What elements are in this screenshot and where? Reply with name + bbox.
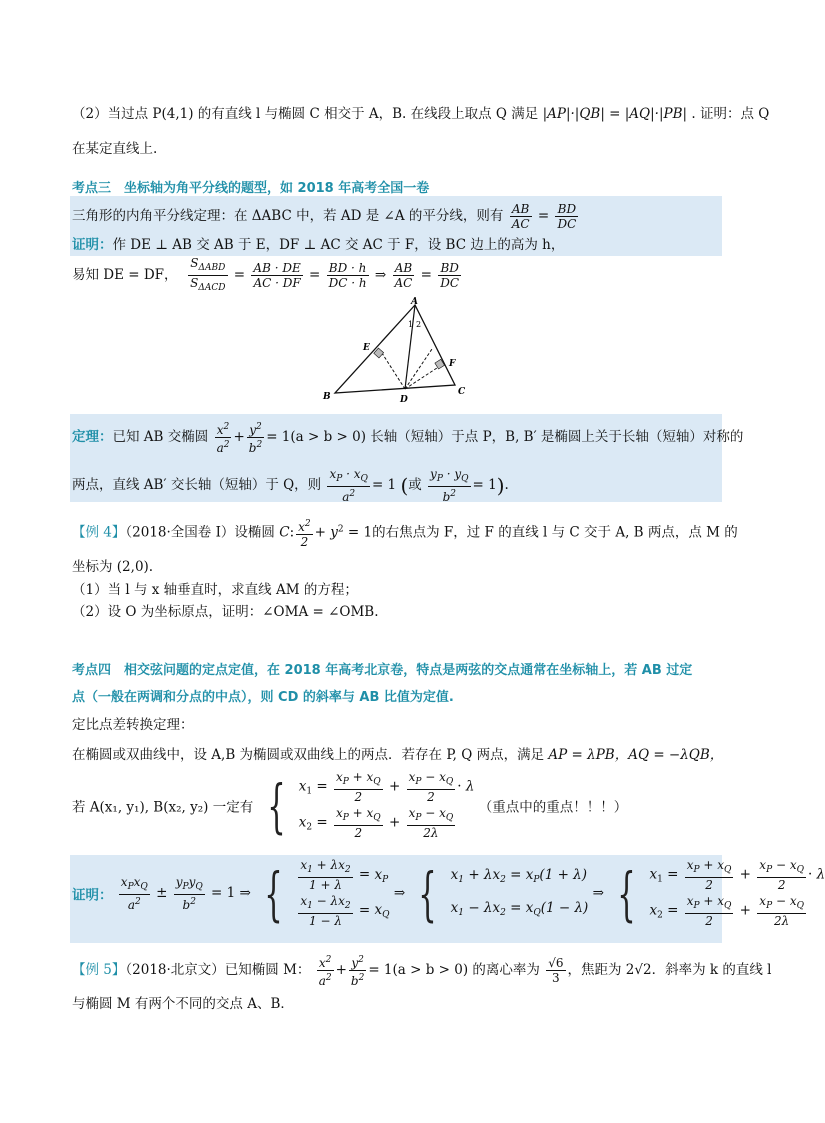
perp-de [380,350,405,389]
theorem-eq1: = 1 [371,477,397,493]
triangle-abc [335,305,455,393]
perp-df [405,364,443,389]
label-e: E [363,343,370,353]
ab-ac-ratio2: $\frac{AB}{AC}$ [394,261,413,290]
label-a: A [411,297,418,307]
kd3-proof [72,233,564,253]
bd-dc-ratio2: $\frac{BD}{DC}$ [440,261,460,290]
three: 3 [552,971,560,985]
kd3-theorem: 三角形的内角平分线定理：在 ΔABC 中，若 AD 是 ∠A 的平分线，则有 $\frac{AB}{AC}$ = $\frac{BD}{DC}$ [72,202,577,231]
xpxq-a2: $\frac{x_P \cdot x_Q}{a^2}$ [329,467,368,504]
proof-sys3: $x_1$ = $\frac{x_P + x_Q}{2}$ + $\frac{x_P - x_Q}{2}$ · λ $x_2$ = $\frac{x_P + x_Q}{2}$ + $\frac{x_P - x_Q}{2\lambda}$ [649,858,825,928]
q2-text: （2）当过点 P(4,1) 的有直线 l 与椭圆 C 相交于 A，B. 在线段上取点 Q 满足 [72,106,539,122]
proof2-line: 证明： $\frac{x_Px_Q}{a^2}$ ± $\frac{y_Py_Q}{b^2}$ = 1 ⇒ { $\frac{x_1 + \lambda x_2}{1 + \lambda}$ = $x_P$ $\frac{x_1 - \lambda x_2}{1 - \lambda}$ = $x_Q$ ⇒ { $x_1 + \lambda x_2 = x_P(1 + \lambda)$ $x_1 - \lambda x_2 = x_Q(1 - \lambda)$ ⇒ { $x_1$ = $\frac{x_P + x_Q}{2}$ + $\frac{x_P - x_Q}{2}$ · λ $x_2$ = $\frac{x_P + x_Q}{2}$ + $\frac{x_P - x_Q}{2\lambda}$ [72,858,825,928]
kd4-sub: 定比点差转换定理： [72,717,194,733]
ex5-src: （2018·北京文）已知椭圆 M： [125,962,311,978]
ex4-src: （2018·全国卷 I）设椭圆 [125,524,275,541]
ex5-text3: 与椭圆 M 有两个不同的交点 A、B． [72,996,294,1012]
label-b: B [323,392,331,402]
ex4-p1: （1）当 l 与 x 轴垂直时，求直线 AM 的方程； [72,582,358,598]
kd3-title: 考点三 坐标轴为角平分线的题型，如 2018 年高考全国一卷 [72,181,430,196]
q2-line1 [72,102,769,122]
triangle-figure [310,295,480,407]
ex5-tag: 【例 5】 [72,962,126,978]
proof-sys2: $x_1 + \lambda x_2 = x_P(1 + \lambda)$ $x_1 - \lambda x_2 = x_Q(1 - \lambda)$ [450,866,589,918]
sqrt6: √6 [548,956,564,970]
proof-label: 证明： [72,237,113,253]
sqrt6-3 [546,956,565,985]
ex4-line1: 【例 4】（2018·全国卷 I）设椭圆 C: $\frac{x^2}{2}$ + $y^2 = 1$的右焦点为 F，过 F 的直线 l 与 C 交于 A, B 两点，点 M 的 [72,519,738,549]
theorem-line2: 两点，直线 AB′ 交长轴（短轴）于 Q，则 $\frac{x_P \cdot x_Q}{a^2}$ = 1 (或 $\frac{y_P \cdot y_Q}{b^2}$ = 1). [72,467,509,504]
q2-line2: 在某定直线上. [72,141,158,157]
proof2-label: 证明： [72,887,113,904]
proof-text: 作 DE ⊥ AB 交 AB 于 E，DF ⊥ AC 交 AC 于 F，设 BC 边上的高为 h， [112,237,565,253]
theorem-label: 定理： [72,429,113,445]
angle-1: 1 [408,320,414,329]
theorem-text1: 已知 AB 交椭圆 [112,429,209,445]
q2-abs-eq: |AP|·|QB| = |AQ|·|PB| [542,106,688,122]
theorem-line1: 定理：已知 AB 交椭圆 $\frac{x^2}{a^2}$ + $\frac{y^2}{b^2}$ = 1(a > b > 0) 长轴（短轴）于点 P，B, B′ 是椭圆上关于长轴（短轴）对称的 [72,422,744,455]
kd4-system: $x_1$ = $\frac{x_P + x_Q}{2}$ + $\frac{x_P - x_Q}{2}$ · λ $x_2$ = $\frac{x_P + x_Q}{2}$ + $\frac{x_P - x_Q}{2\lambda}$ [298,770,475,840]
ypyq-b2: $\frac{y_P \cdot y_Q}{b^2}$ [430,467,469,504]
ab-ac-frac: $\frac{AB}{AC}$ [511,202,530,231]
q2-tail: . 证明：点 Q [691,106,770,122]
s-ratio: $\frac{S_{\Delta ABD}}{S_{\Delta ACD}}$ [190,256,226,293]
ex5-text2: ，焦距为 2√2．斜率为 k 的直线 l [567,962,772,978]
bd-dc-frac: $\frac{BD}{DC}$ [557,202,577,231]
proof-sys1: $\frac{x_1 + \lambda x_2}{1 + \lambda}$ = $x_P$ $\frac{x_1 - \lambda x_2}{1 - \lambda}$ = $x_Q$ [300,858,390,928]
angle-2: 2 [416,320,422,329]
kd4-text1-line [72,743,723,763]
easy-text: 易知 DE = DF， [72,267,178,283]
label-d: D [400,395,408,405]
theorem-or: 或 [408,477,422,493]
kd4-text1: 在椭圆或双曲线中，设 A,B 为椭圆或双曲线上的两点．若存在 P, Q 两点，满足 [72,747,545,763]
ex4-text2: 坐标为 (2,0). [72,559,154,575]
ex4-tag: 【例 4】 [72,524,126,541]
theorem-eq2: = 1 [472,477,497,493]
kd4-title1: 考点四 相交弦问题的定点定值，在 2018 年高考北京卷，特点是两弦的交点通常在坐标轴上，若 AB 过定 [72,663,693,678]
ex5-line1: 【例 5】（2018·北京文）已知椭圆 M： $\frac{x^2}{a^2}$ + $\frac{y^2}{b^2}$ = 1(a > b > 0) 的离心率为 $\frac{√6}{3}$ ，焦距为 2√2．斜率为 k 的直线 l [72,955,772,988]
kd3-easy: 易知 DE = DF， $\frac{S_{\Delta ABD}}{S_{\Delta ACD}}$ = $\frac{AB \cdot DE}{AC \cdot DF}$ = $\frac{BD \cdot h}{DC \cdot h}$ ⇒ $\frac{AB}{AC}$ = $\frac{BD}{DC}$ [72,256,460,293]
x2a2: $\frac{x^2}{a^2}$ [216,422,230,455]
ab-de-ratio: $\frac{AB \cdot DE}{AC \cdot DF}$ [253,261,301,290]
label-c: C [458,387,466,397]
kd4-text2: 若 A(x₁, y₁), B(x₂, y₂) 一定有 [72,799,254,816]
ex4-text1: 的右焦点为 F，过 F 的直线 l 与 C 交于 A, B 两点，点 M 的 [372,524,738,541]
kd4-title2: 点（一般在两调和分点的中点），则 CD 的斜率与 AB 比值为定值. [72,690,454,705]
ex4-x2-2: $\frac{x^2}{2}$ [298,519,311,549]
theorem-cond: = 1(a > b > 0) 长轴（短轴）于点 P，B, B′ 是椭圆上关于长轴（短轴）对称的 [266,429,744,445]
y2b2: $\frac{y^2}{b^2}$ [248,422,263,455]
label-f: F [449,359,456,369]
kd4-vec: AP = λPB，AQ = −λQB， [548,747,724,763]
ex4-p2: （2）设 O 为坐标原点，证明：∠OMA = ∠OMB. [72,604,379,620]
theorem-text2: 两点，直线 AB′ 交长轴（短轴）于 Q，则 [72,477,322,493]
ex5-text1: = 1(a > b > 0) 的离心率为 [368,962,540,978]
kd4-note: （重点中的重点！！！） [478,799,628,816]
kd3-theorem-text: 三角形的内角平分线定理：在 ΔABC 中，若 AD 是 ∠A 的平分线，则有 [72,208,504,224]
bd-h-ratio: $\frac{BD \cdot h}{DC \cdot h}$ [328,261,367,290]
kd4-system-line: 若 A(x₁, y₁), B(x₂, y₂) 一定有 { $x_1$ = $\frac{x_P + x_Q}{2}$ + $\frac{x_P - x_Q}{2}$ · λ $x_2$ = $\frac{x_P + x_Q}{2}$ + $\frac{x_P - x_Q}{2\lambda}$ （重点中的重点！！！） [72,770,628,840]
